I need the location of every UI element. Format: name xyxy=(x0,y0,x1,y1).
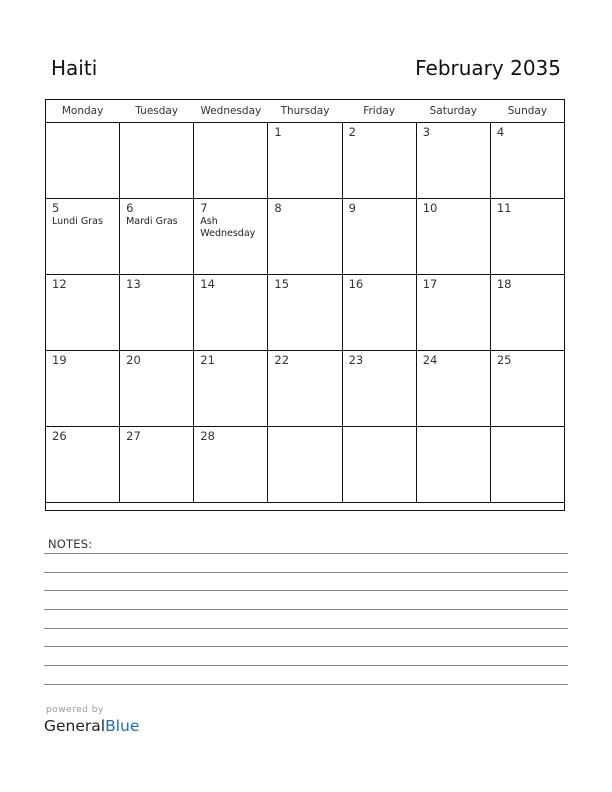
day-number: 10 xyxy=(422,201,438,215)
day-number: 23 xyxy=(348,353,364,367)
brand-general: General xyxy=(44,717,106,735)
day-cell xyxy=(416,427,490,503)
note-line[interactable] xyxy=(44,590,568,591)
note-line[interactable] xyxy=(44,665,568,666)
day-cell xyxy=(46,199,120,275)
day-cell xyxy=(268,275,342,351)
note-line[interactable] xyxy=(44,553,568,554)
day-cell xyxy=(46,275,120,351)
weekday-header: Wednesday xyxy=(194,99,268,123)
day-number: 3 xyxy=(422,125,431,139)
week-row xyxy=(46,351,565,427)
holiday-label: Ash Wednesday xyxy=(200,216,256,239)
notes-label: NOTES: xyxy=(48,537,93,551)
weekday-header: Thursday xyxy=(268,99,342,123)
day-cell xyxy=(268,427,342,503)
note-line[interactable] xyxy=(44,628,568,629)
day-cell xyxy=(120,275,194,351)
day-number: 2 xyxy=(348,125,356,139)
holiday-label: Lundi Gras xyxy=(52,216,103,227)
country-title: Haiti xyxy=(51,56,98,80)
brand-blue: Blue xyxy=(105,717,140,735)
day-cell xyxy=(416,351,490,427)
day-number: 6 xyxy=(126,201,134,215)
weekday-header: Saturday xyxy=(416,99,490,123)
weekday-header: Friday xyxy=(342,99,416,123)
day-cell xyxy=(194,275,268,351)
day-number: 9 xyxy=(348,201,356,215)
day-number: 13 xyxy=(126,277,141,291)
day-cell xyxy=(120,427,194,503)
day-cell xyxy=(46,351,120,427)
day-number: 7 xyxy=(200,201,208,215)
week-row xyxy=(46,427,565,503)
powered-by-text: powered by xyxy=(46,705,104,715)
day-cell xyxy=(416,199,490,275)
weekday-header-row xyxy=(46,99,565,123)
day-number: 8 xyxy=(274,201,282,215)
week-row xyxy=(46,275,565,351)
day-number: 14 xyxy=(200,277,215,291)
week-row xyxy=(46,123,565,199)
day-number: 4 xyxy=(496,125,505,139)
day-cell xyxy=(342,351,416,427)
day-cell xyxy=(194,427,268,503)
day-cell xyxy=(120,123,194,199)
weekday-header: Sunday xyxy=(490,99,564,123)
generalblue-logo[interactable] xyxy=(44,717,139,735)
day-cell xyxy=(342,427,416,503)
day-number: 15 xyxy=(274,277,290,291)
day-cell xyxy=(120,199,194,275)
day-cell xyxy=(194,351,268,427)
day-number: 24 xyxy=(422,353,438,367)
calendar-grid xyxy=(45,99,565,503)
day-cell xyxy=(416,275,490,351)
day-number: 18 xyxy=(496,277,512,291)
note-line[interactable] xyxy=(44,646,568,647)
day-number: 17 xyxy=(422,277,438,291)
day-cell xyxy=(268,351,342,427)
week-row xyxy=(46,199,565,275)
day-cell xyxy=(120,351,194,427)
day-number: 1 xyxy=(274,125,282,139)
day-number: 19 xyxy=(52,353,67,367)
day-cell xyxy=(342,123,416,199)
note-line[interactable] xyxy=(44,684,568,685)
day-number: 28 xyxy=(200,429,215,443)
holiday-label: Mardi Gras xyxy=(126,216,178,227)
day-cell xyxy=(490,275,564,351)
day-cell xyxy=(268,199,342,275)
day-cell xyxy=(268,123,342,199)
day-number: 11 xyxy=(496,201,512,215)
day-number: 25 xyxy=(496,353,512,367)
note-line[interactable] xyxy=(44,609,568,610)
weekday-header: Tuesday xyxy=(120,99,194,123)
day-cell xyxy=(342,275,416,351)
day-cell xyxy=(342,199,416,275)
day-cell xyxy=(194,199,268,275)
weekday-header: Monday xyxy=(46,99,120,123)
day-cell xyxy=(490,123,564,199)
day-number: 12 xyxy=(52,277,67,291)
day-number: 16 xyxy=(348,277,364,291)
day-cell xyxy=(46,427,120,503)
day-number: 20 xyxy=(126,353,141,367)
note-line[interactable] xyxy=(44,572,568,573)
day-number: 21 xyxy=(200,353,215,367)
month-year-title: February 2035 xyxy=(415,56,561,80)
day-cell xyxy=(490,427,564,503)
day-number: 5 xyxy=(52,201,60,215)
day-number: 26 xyxy=(52,429,67,443)
day-number: 22 xyxy=(274,353,290,367)
day-cell xyxy=(46,123,120,199)
day-cell xyxy=(416,123,490,199)
day-cell xyxy=(490,199,564,275)
day-number: 27 xyxy=(126,429,141,443)
day-cell xyxy=(194,123,268,199)
day-cell xyxy=(490,351,564,427)
